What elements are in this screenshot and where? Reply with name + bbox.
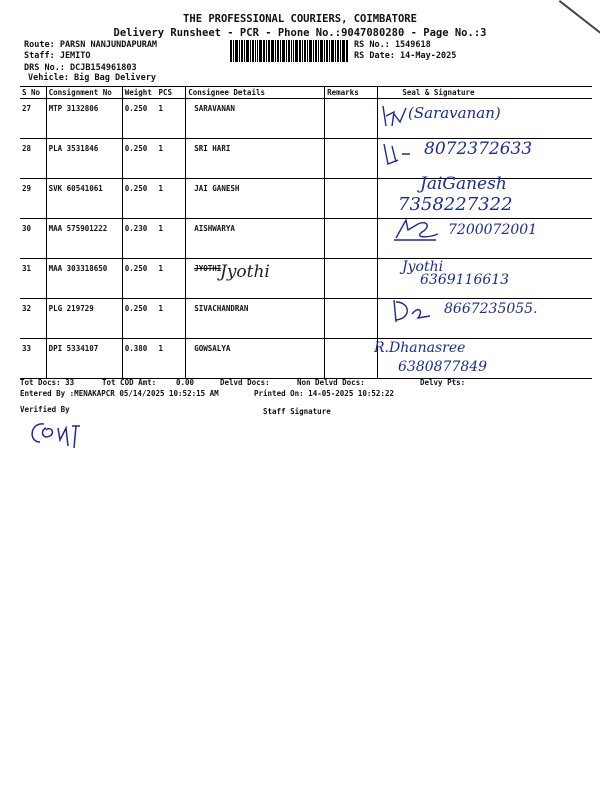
total-docs: Tot Docs: 33 [20, 378, 75, 387]
cell-weight: 0.250 [122, 99, 156, 139]
signature-27-name: (Saravanan) [408, 104, 501, 122]
rs-number: RS No.: 1549618 [354, 40, 431, 50]
cell-remarks [325, 259, 378, 299]
cell-pcs: 1 [156, 259, 185, 299]
cell-pcs: 1 [156, 339, 185, 379]
signature-28-mark [380, 140, 416, 170]
cell-consignment: MAA 303318650 [46, 259, 122, 299]
cell-weight: 0.380 [122, 339, 156, 379]
signature-31-name: Jyothi [402, 259, 444, 275]
cell-remarks [325, 219, 378, 259]
delivered-docs: Delvd Docs: [220, 378, 270, 387]
drs-number: DRS No.: DCJB154961803 [24, 63, 137, 73]
table-row [20, 99, 592, 139]
cell-sno: 27 [20, 99, 46, 139]
cell-sno: 30 [20, 219, 46, 259]
header-signature: Seal & Signature [378, 87, 592, 99]
printed-on: Printed On: 14-05-2025 10:52:22 [254, 389, 394, 398]
cell-sno: 32 [20, 299, 46, 339]
cell-consignment: SVK 60541061 [46, 179, 122, 219]
barcode-image [230, 40, 348, 62]
non-delivered-docs: Non Delvd Docs: [297, 378, 365, 387]
total-cod-value: 0.00 [176, 378, 195, 387]
verifier-signature [26, 418, 86, 448]
signature-31-phone: 6369116613 [420, 272, 510, 288]
cell-consignee: AISHWARYA [186, 219, 325, 259]
header-consignment: Consignment No [46, 87, 122, 99]
signature-32-mark [388, 296, 432, 326]
runsheet-subtitle: Delivery Runsheet - PCR - Phone No.:9047080280 - Page No.:3 [113, 27, 487, 39]
cell-pcs: 1 [156, 299, 185, 339]
cell-sno: 33 [20, 339, 46, 379]
total-cod-label: Tot COD Amt: [102, 378, 157, 387]
signature-30-phone: 7200072001 [448, 222, 538, 238]
cell-consignee: SARAVANAN [186, 99, 325, 139]
route-label: Route: PARSN NANJUNDAPURAM [24, 40, 158, 50]
cell-weight: 0.250 [122, 179, 156, 219]
signature-27-initials [380, 100, 410, 130]
company-title: THE PROFESSIONAL COURIERS, COIMBATORE [183, 13, 417, 25]
cell-sno: 29 [20, 179, 46, 219]
cell-sno: 28 [20, 139, 46, 179]
header-sno: S No [20, 87, 46, 99]
header-remarks: Remarks [325, 87, 378, 99]
verified-by-label: Verified By [20, 405, 70, 414]
cell-remarks [325, 139, 378, 179]
signature-32-phone: 8667235055. [444, 301, 538, 317]
signature-33-phone: 6380877849 [398, 359, 488, 375]
cell-consignee: SRI HARI [186, 139, 325, 179]
cell-weight: 0.250 [122, 139, 156, 179]
cell-pcs: 1 [156, 219, 185, 259]
signature-28-phone: 8072372633 [424, 139, 533, 159]
rs-date: RS Date: 14-May-2025 [354, 51, 457, 61]
cell-pcs: 1 [156, 139, 185, 179]
cell-consignment: DPI 5334107 [46, 339, 122, 379]
correction-31-name: Jyothi [220, 262, 270, 282]
cell-pcs: 1 [156, 99, 185, 139]
signature-33-name: R.Dhanasree [374, 340, 466, 356]
staff-signature-label: Staff Signature [263, 407, 331, 416]
cell-remarks [325, 99, 378, 139]
cell-remarks [325, 179, 378, 219]
cell-pcs: 1 [156, 179, 185, 219]
signature-30-mark [392, 216, 442, 244]
cell-consignee: GOWSALYA [186, 339, 325, 379]
cell-sno: 31 [20, 259, 46, 299]
header-weight: Weight [122, 87, 156, 99]
cell-consignee-struck: JYOTHI [186, 259, 325, 299]
cell-consignment: MTP 3132806 [46, 99, 122, 139]
cell-weight: 0.230 [122, 219, 156, 259]
signature-29-name: JaiGanesh [420, 174, 507, 194]
cell-weight: 0.250 [122, 259, 156, 299]
signature-29-phone: 7358227322 [398, 194, 513, 215]
vehicle-label: Vehicle: Big Bag Delivery [28, 73, 156, 83]
delivery-points: Delvy Pts: [420, 378, 466, 387]
table-row [20, 339, 592, 379]
cell-consignee: SIVACHANDRAN [186, 299, 325, 339]
cell-consignment: PLA 3531846 [46, 139, 122, 179]
cell-remarks [325, 339, 378, 379]
staff-label: Staff: JEMITO [24, 51, 91, 61]
cell-weight: 0.250 [122, 299, 156, 339]
header-pcs: PCS [156, 87, 185, 99]
cell-consignee: JAI GANESH [186, 179, 325, 219]
table-header-row [20, 87, 592, 99]
cell-consignment: MAA 575901222 [46, 219, 122, 259]
header-consignee: Consignee Details [186, 87, 325, 99]
entered-by: Entered By :MENAKAPCR 05/14/2025 10:52:15 AM [20, 389, 219, 398]
cell-consignment: PLG 219729 [46, 299, 122, 339]
cell-remarks [325, 299, 378, 339]
